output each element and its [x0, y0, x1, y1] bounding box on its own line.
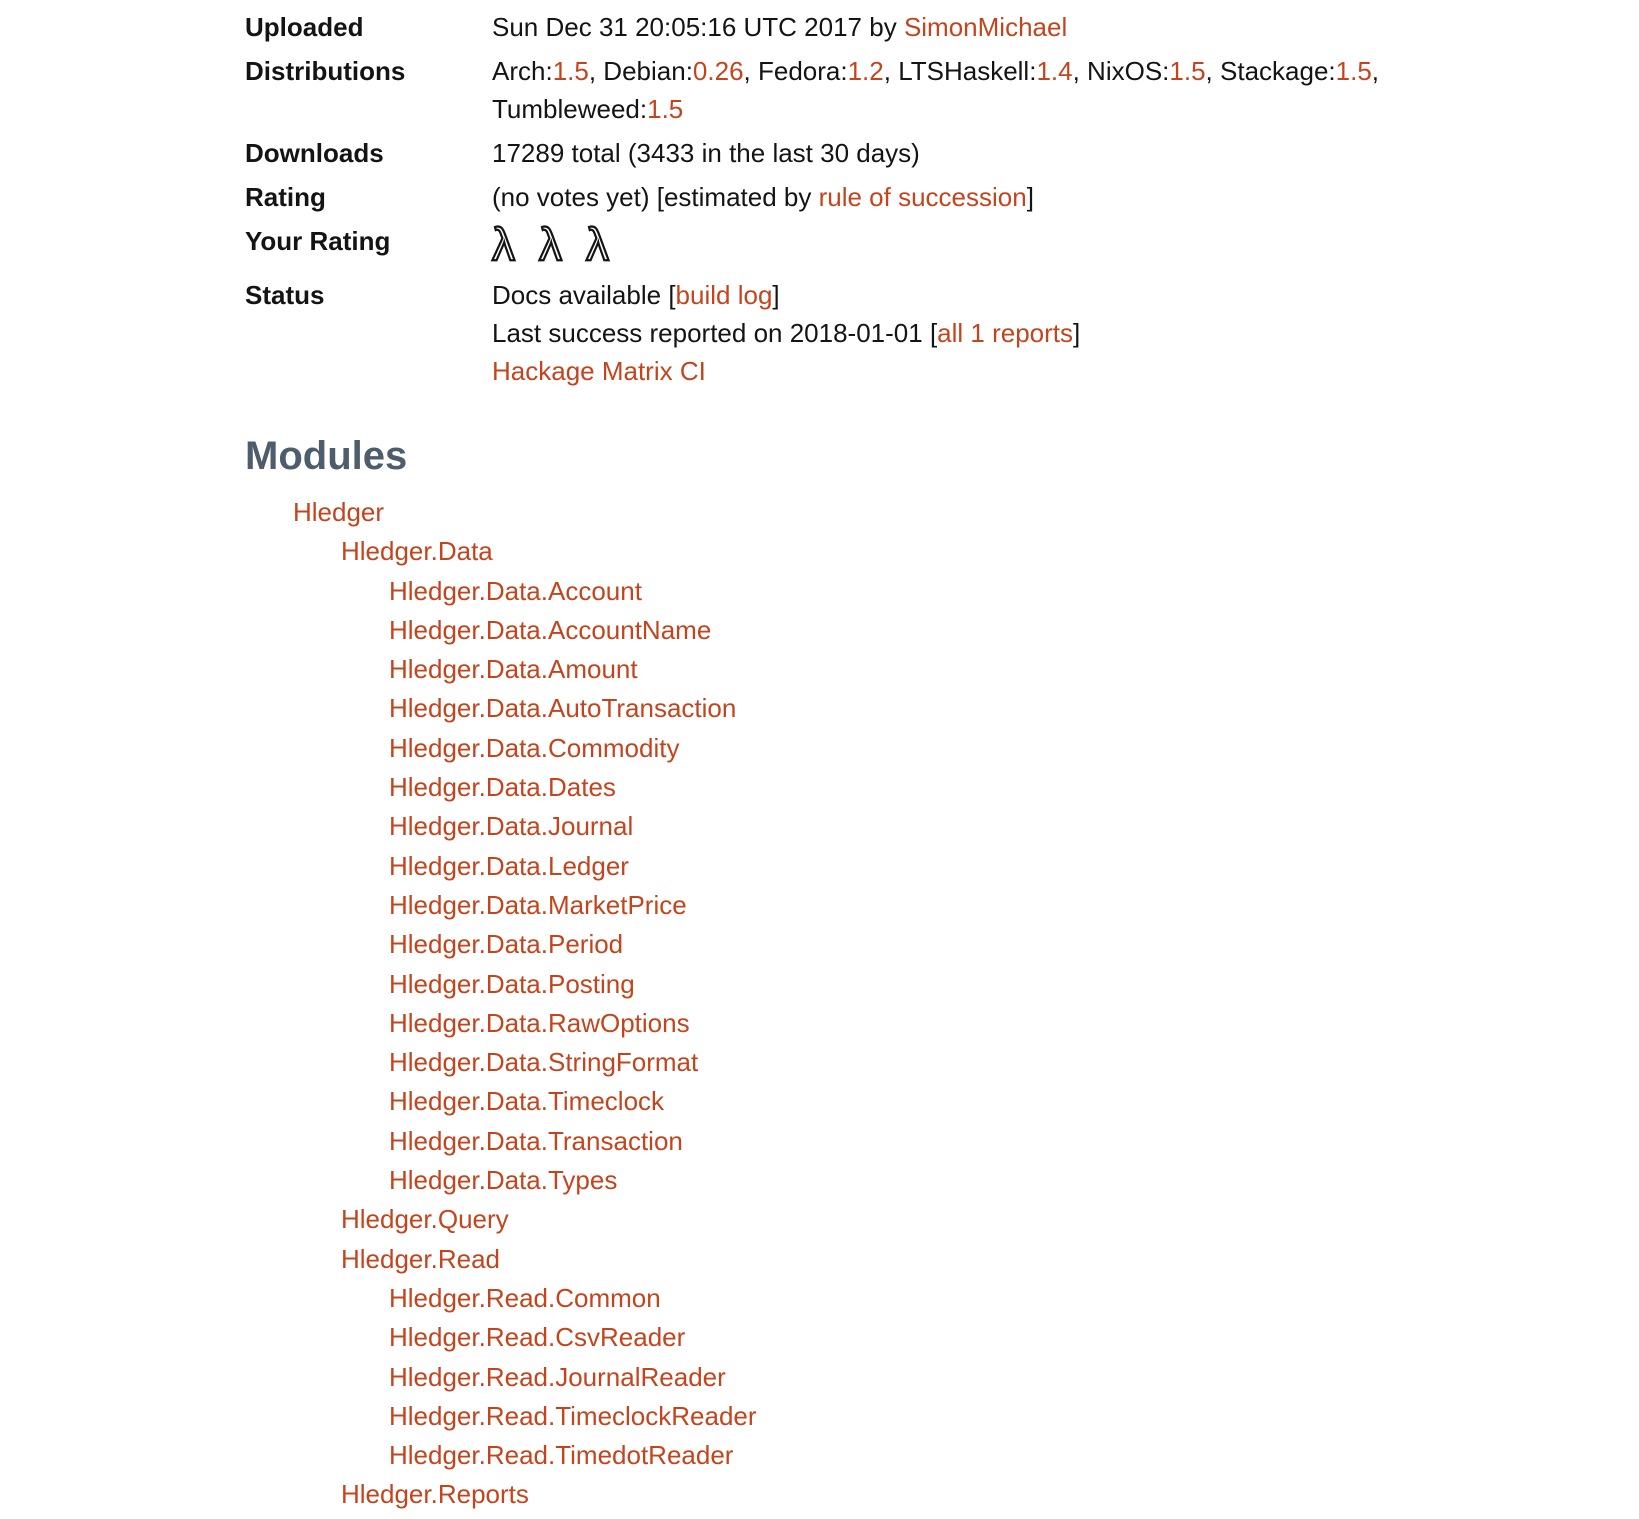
distribution-item — [492, 56, 589, 86]
module-link[interactable]: Hledger.Read.TimeclockReader — [389, 1400, 757, 1431]
distribution-separator: , — [1072, 56, 1088, 86]
your-rating-value — [492, 219, 1502, 273]
status-text-suffix: ] — [1073, 318, 1081, 348]
status-text: Docs available [ — [492, 280, 676, 310]
rating-row — [245, 175, 1502, 219]
status-value — [492, 273, 1502, 393]
hackage-matrix-ci-link[interactable]: Hackage Matrix CI — [492, 356, 706, 386]
distribution-name: LTSHaskell: — [898, 56, 1037, 86]
distribution-item — [758, 56, 884, 86]
distribution-item — [1220, 56, 1372, 86]
module-link[interactable]: Hledger.Data.Amount — [389, 654, 638, 685]
distribution-name: Debian: — [603, 56, 693, 86]
module-link[interactable]: Hledger.Query — [341, 1204, 509, 1235]
distributions-label: Distributions — [245, 56, 406, 86]
module-tree — [245, 493, 1639, 1515]
module-row — [389, 1004, 1639, 1043]
module-row — [389, 847, 1639, 886]
module-link[interactable]: Hledger.Data.AutoTransaction — [389, 693, 737, 724]
module-row — [389, 886, 1639, 925]
module-link[interactable]: Hledger.Data.MarketPrice — [389, 889, 687, 920]
uploaded-label: Uploaded — [245, 12, 364, 42]
distribution-separator: , — [1205, 56, 1220, 86]
module-row — [293, 493, 1639, 532]
downloads-value: 17289 total (3433 in the last 30 days) — [492, 138, 920, 168]
distribution-version-link[interactable]: 1.2 — [847, 56, 884, 86]
module-link[interactable]: Hledger.Data.StringFormat — [389, 1047, 699, 1078]
uploader-link[interactable]: SimonMichael — [903, 12, 1068, 42]
distribution-item — [898, 56, 1072, 86]
module-row — [389, 807, 1639, 846]
module-link[interactable]: Hledger.Data.Transaction — [389, 1125, 683, 1156]
module-row — [341, 532, 1639, 571]
uploaded-text: Sun Dec 31 20:05:16 UTC 2017 by — [492, 12, 904, 42]
module-row — [389, 572, 1639, 611]
module-row — [389, 1082, 1639, 1121]
your-rating-row — [245, 219, 1502, 273]
distribution-version-link[interactable]: 1.5 — [647, 94, 684, 124]
status-line-docs — [492, 276, 1502, 314]
module-link[interactable]: Hledger.Data.AccountName — [389, 614, 712, 645]
distribution-version-link[interactable]: 1.5 — [552, 56, 589, 86]
build-log-link[interactable]: build log — [675, 280, 773, 310]
module-row — [341, 1200, 1639, 1239]
distribution-name: Fedora: — [757, 56, 848, 86]
distributions-row — [245, 49, 1502, 131]
module-row — [389, 689, 1639, 728]
uploaded-row — [245, 5, 1502, 49]
module-link[interactable]: Hledger.Data.Ledger — [389, 850, 629, 881]
module-row — [389, 1318, 1639, 1357]
module-row — [389, 1043, 1639, 1082]
module-link[interactable]: Hledger.Data.Commodity — [389, 732, 680, 763]
module-link[interactable]: Hledger.Read.JournalReader — [389, 1361, 726, 1392]
module-row — [389, 925, 1639, 964]
module-link[interactable]: Hledger.Data.Posting — [389, 968, 635, 999]
module-row — [389, 1122, 1639, 1161]
rating-lambda-icon-1[interactable]: λ — [492, 218, 515, 270]
rating-value — [492, 175, 1502, 219]
distributions-value — [492, 49, 1502, 131]
status-line-matrix-ci — [492, 352, 1502, 390]
package-properties-table — [245, 5, 1502, 393]
distribution-item — [492, 94, 683, 124]
distribution-name: Arch: — [492, 56, 553, 86]
module-link[interactable]: Hledger.Data.Period — [389, 929, 624, 960]
module-link[interactable]: Hledger — [293, 497, 385, 527]
module-row — [389, 1279, 1639, 1318]
distribution-separator: , — [883, 56, 899, 86]
status-row — [245, 273, 1502, 393]
module-link[interactable]: Hledger.Data.Account — [389, 575, 642, 606]
module-row — [389, 1397, 1639, 1436]
module-row — [389, 1436, 1639, 1475]
distribution-version-link[interactable]: 1.5 — [1169, 56, 1206, 86]
status-line-last-success — [492, 314, 1502, 352]
status-text-suffix: ] — [772, 280, 780, 310]
status-text: Last success reported on 2018-01-01 [ — [492, 318, 938, 348]
rating-text: (no votes yet) [estimated by — [492, 182, 819, 212]
module-row — [389, 611, 1639, 650]
module-row — [341, 1240, 1639, 1279]
module-row — [341, 1475, 1639, 1514]
distribution-version-link[interactable]: 0.26 — [692, 56, 744, 86]
module-row — [389, 1358, 1639, 1397]
distribution-name: NixOS: — [1087, 56, 1170, 86]
distribution-separator: , — [588, 56, 604, 86]
rating-lambda-icon-2[interactable]: λ — [539, 218, 562, 270]
module-link[interactable]: Hledger.Data.RawOptions — [389, 1007, 690, 1038]
distribution-version-link[interactable]: 1.4 — [1036, 56, 1073, 86]
module-row — [389, 768, 1639, 807]
downloads-label: Downloads — [245, 138, 384, 168]
downloads-row — [245, 131, 1502, 175]
distribution-name: Stackage: — [1220, 56, 1336, 86]
distribution-item — [1087, 56, 1206, 86]
module-link[interactable]: Hledger.Data.Journal — [389, 811, 634, 842]
distribution-separator: , — [1371, 56, 1380, 86]
module-row — [389, 965, 1639, 1004]
rating-label: Rating — [245, 182, 326, 212]
module-link[interactable]: Hledger.Read.Common — [389, 1282, 661, 1313]
module-link[interactable]: Hledger.Read.CsvReader — [389, 1322, 686, 1353]
distribution-name: Tumbleweed: — [492, 94, 648, 124]
status-label: Status — [245, 280, 325, 310]
distribution-version-link[interactable]: 1.5 — [1335, 56, 1372, 86]
rule-of-succession-link[interactable]: rule of succession — [818, 182, 1027, 212]
all-reports-link[interactable]: all 1 reports — [937, 318, 1074, 348]
module-link[interactable]: Hledger.Data — [341, 536, 493, 567]
module-row — [389, 650, 1639, 689]
module-link[interactable]: Hledger.Read — [341, 1243, 500, 1274]
module-link[interactable]: Hledger.Read.TimedotReader — [389, 1440, 734, 1471]
distribution-item — [603, 56, 743, 86]
modules-heading: Modules — [245, 434, 408, 478]
module-link[interactable]: Hledger.Data.Dates — [389, 772, 616, 803]
your-rating-label: Your Rating — [245, 226, 391, 256]
rating-lambda-icon-3[interactable]: λ — [586, 218, 609, 270]
module-row — [389, 729, 1639, 768]
module-row — [389, 1161, 1639, 1200]
module-link[interactable]: Hledger.Reports — [341, 1479, 529, 1510]
module-link[interactable]: Hledger.Data.Types — [389, 1165, 618, 1196]
rating-text-suffix: ] — [1026, 182, 1034, 212]
distribution-separator: , — [743, 56, 758, 86]
module-link[interactable]: Hledger.Data.Timeclock — [389, 1086, 665, 1117]
uploaded-value — [492, 5, 1502, 49]
